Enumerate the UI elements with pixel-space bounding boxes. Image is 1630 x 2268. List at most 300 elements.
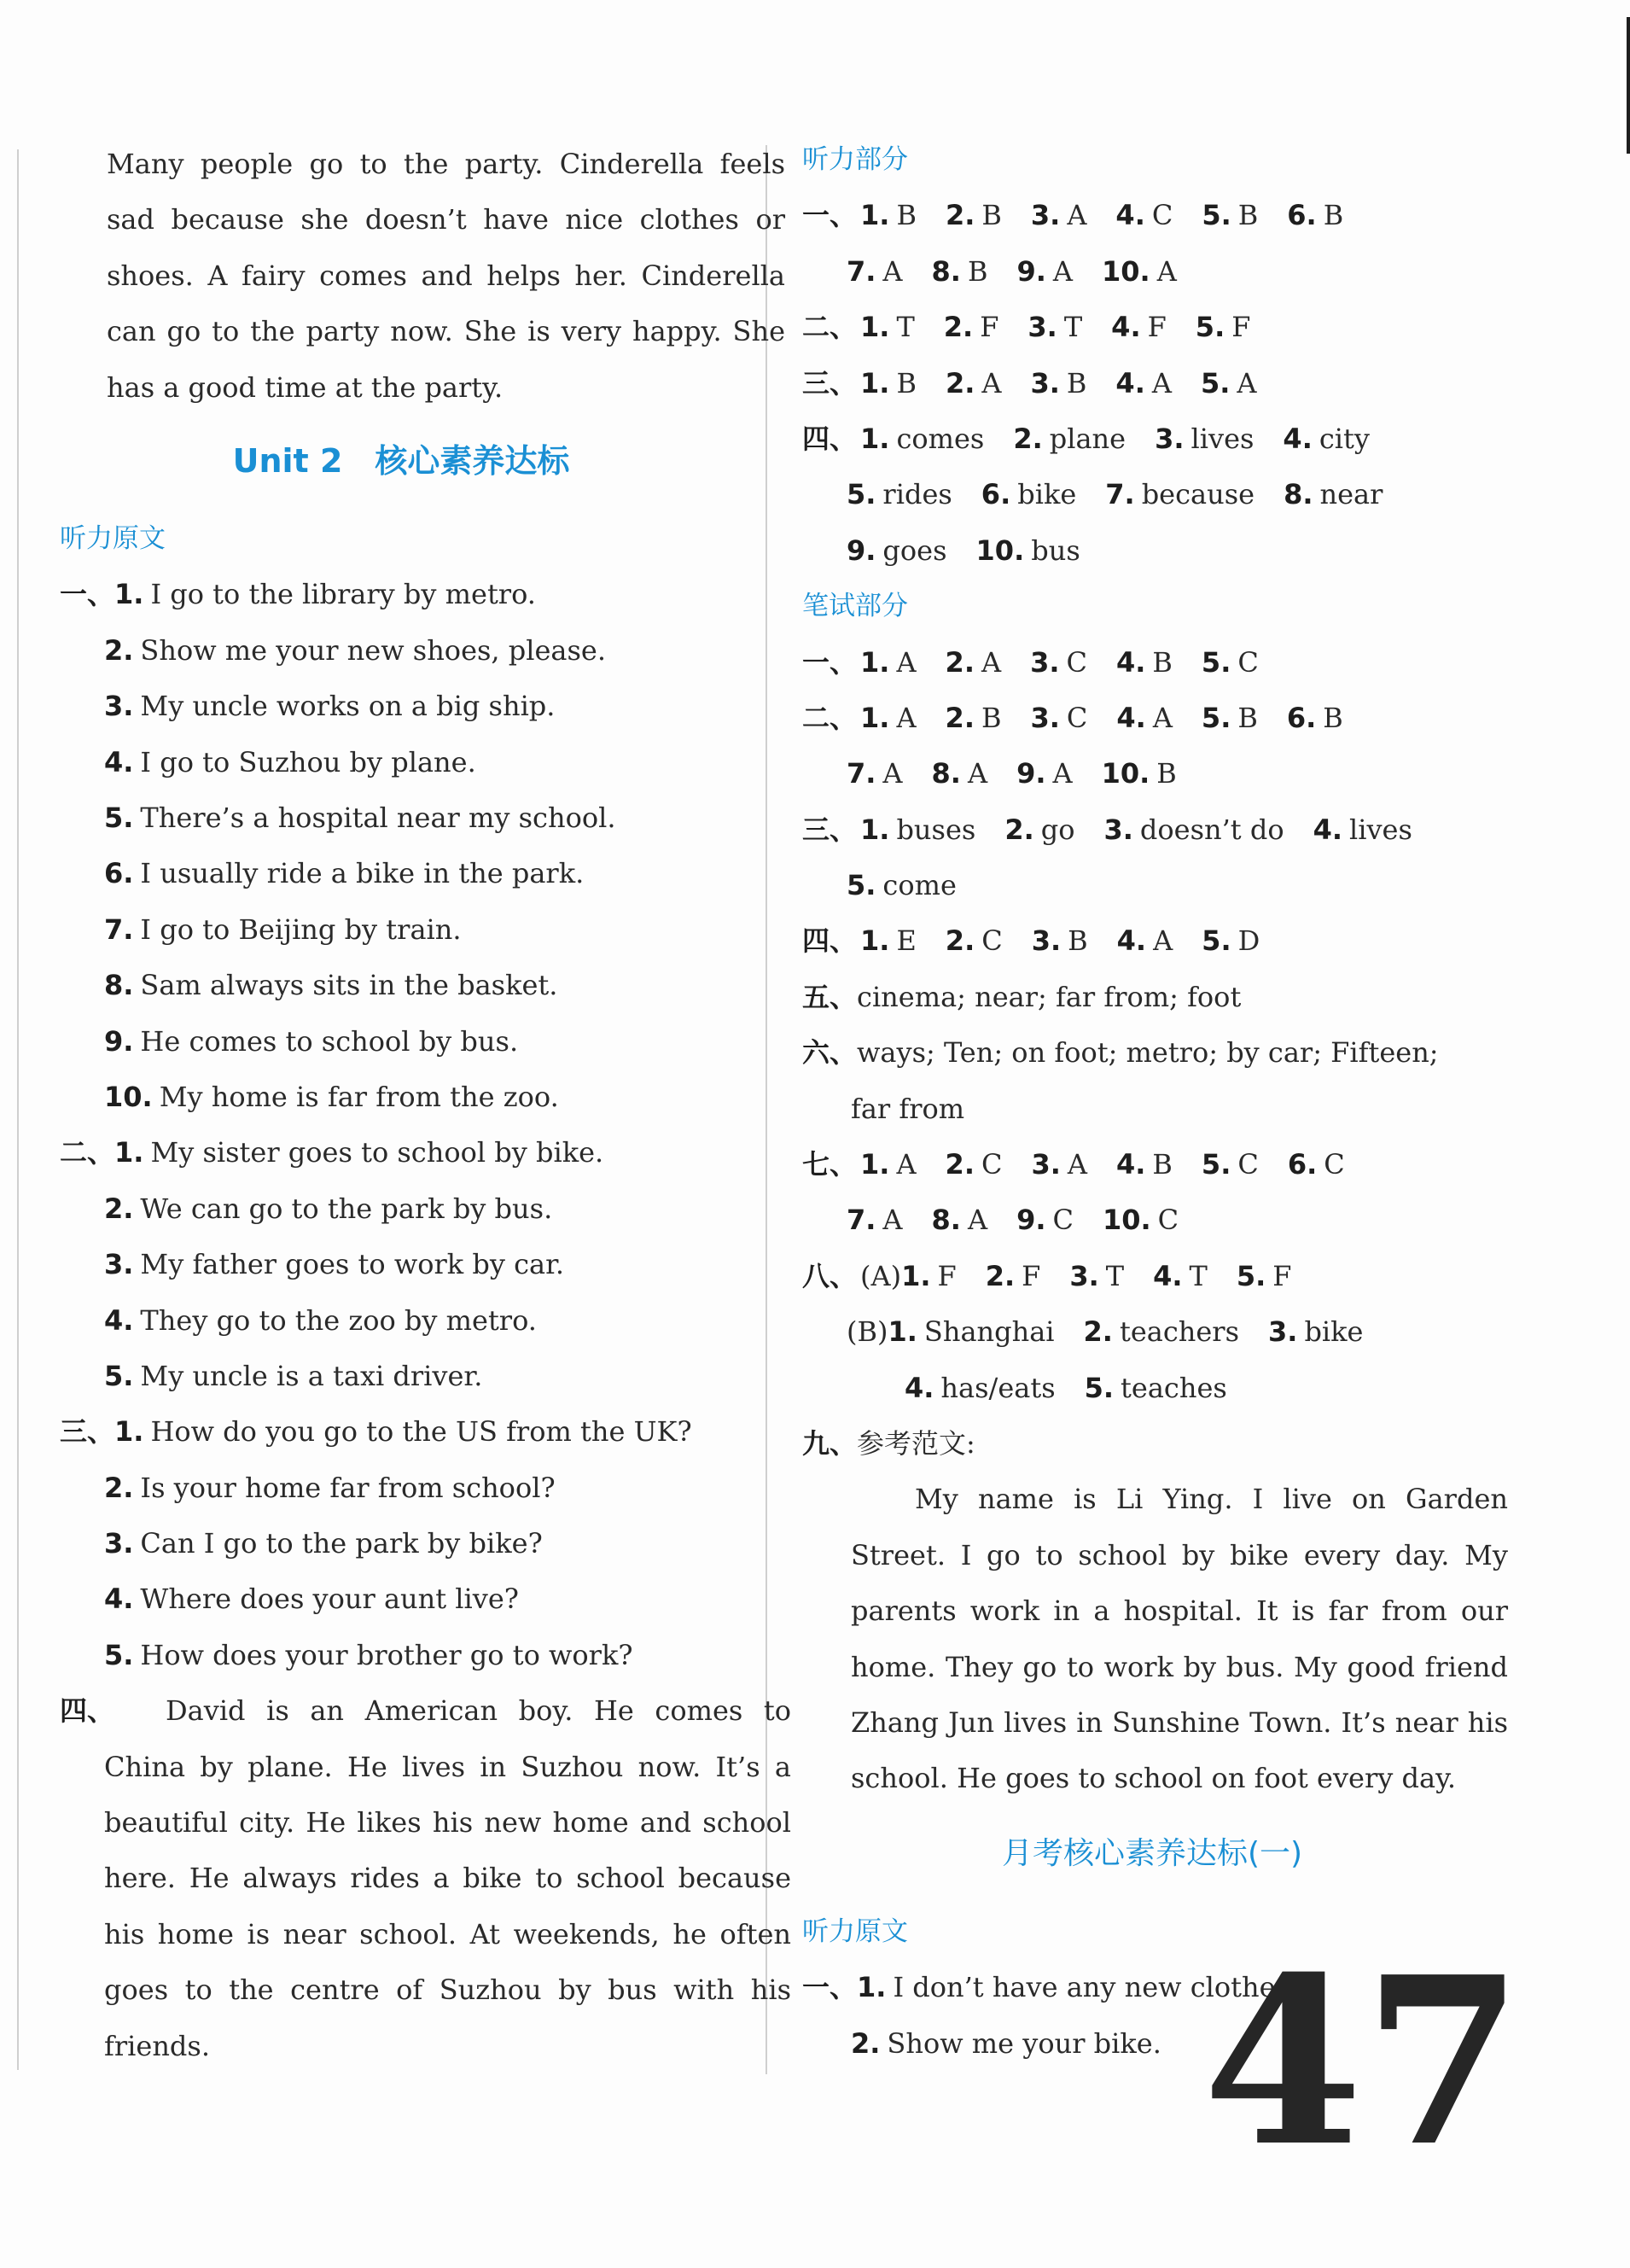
answer-item [1202,1148,1259,1181]
answer-value: doesn’t do [1139,813,1284,846]
item-number: 3. [104,1527,134,1560]
section-marker: 一、 [60,578,115,611]
item-text: My sister goes to school by bike. [150,1136,604,1169]
answer-number: 1. [860,813,890,846]
l1-row1: 一、 1. B 2. B 3. A 4. C 5. B 6. B [802,199,1344,232]
answer-item [1069,1260,1124,1292]
answer-item [1115,199,1173,231]
item-number: 5. [104,801,134,834]
item-text: How do you go to the US from the UK? [150,1415,692,1449]
answer-item [1102,757,1177,790]
answer-item [1004,813,1074,846]
answer-value: B [1237,199,1259,232]
w2-row2 [802,746,1502,802]
answer-value: bike [1304,1315,1364,1349]
answer-number: 2. [1004,813,1034,846]
answer-item [1201,367,1257,399]
answer-value: teachers [1119,1315,1240,1349]
answer-number: 3. [1155,422,1185,455]
page-edge-mark [1627,17,1630,154]
item-text: We can go to the park by bus. [140,1192,553,1225]
answer-number: 4. [1313,813,1342,846]
item-number: 1. [114,1136,144,1169]
listening-item [60,902,742,958]
answer-number: 6. [1286,701,1317,734]
answer-value: has/eats [940,1371,1056,1404]
answer-number: 7. [847,1204,876,1237]
answer-item [1103,813,1284,846]
item-text: My home is far from the zoo. [159,1080,559,1113]
answer-value: C [1151,199,1173,232]
item-number: 1. [857,1971,887,2004]
answer-value: comes [896,422,985,455]
answer-value: goes [882,533,947,567]
answer-number: 5. [1201,701,1231,734]
answer-value: T [896,311,915,344]
listening-item [60,958,742,1013]
w5-row: 五、cinema; near; far from; foot [802,980,1242,1013]
answer-value: A [1237,366,1257,399]
item-number: 6. [104,857,134,890]
answer-value: B [981,199,1002,232]
answer-item [1103,1204,1179,1236]
answer-item [932,757,988,790]
answer-value: come [882,869,957,902]
answer-item [1287,702,1343,734]
answer-number: 9. [1016,254,1046,288]
answer-value: B [981,701,1002,734]
w2-row1: 二、 1. A 2. B 3. C 4. A 5. B 6. B [802,701,1343,734]
monthly-heading: 听力原文 [802,1915,908,1947]
answer-value: buses [896,813,976,846]
answer-number: 7. [847,254,876,288]
section-marker: 二、 [60,1136,115,1169]
answer-value: A [1052,757,1073,790]
answer-number: 4. [1153,1259,1183,1292]
item-text: I go to the library by metro. [150,578,536,611]
listening-item [60,1349,742,1404]
answer-number: 8. [931,757,961,790]
answer-item [1111,311,1167,343]
item-text: Show me your new shoes, please. [140,633,607,667]
answer-value: A [896,645,917,679]
listening-item [60,1571,742,1627]
listening-item [60,1181,742,1237]
answer-item [946,646,1002,679]
answer-item [944,311,999,343]
answer-number: 5. [847,478,876,511]
answer-value: A [1156,254,1177,288]
item-text: I go to Suzhou by plane. [140,745,476,778]
answer-item [1027,311,1082,343]
answer-value: T [1189,1259,1208,1292]
answer-number: 4. [1115,199,1145,232]
answer-value: bus [1031,533,1080,567]
listening-item [60,790,742,846]
answer-item [1202,924,1260,957]
answer-item [1031,1148,1087,1181]
answer-value: F [1272,1259,1292,1292]
answer-number: 1. [860,645,890,679]
answer-value: A [1052,254,1073,288]
answer-number: 7. [847,757,876,790]
answer-value: A [882,254,903,288]
answer-number: 3. [1268,1315,1298,1349]
answer-number: 2. [945,701,975,734]
answer-item [1284,478,1383,510]
item-text: I don’t have any new clothes. [893,1971,1299,2004]
answer-number: 5. [847,869,876,902]
answer-value: C [1324,1148,1345,1181]
answer-value: F [1022,1259,1041,1292]
answer-number: 7. [1105,478,1135,511]
listening-item [60,1125,742,1181]
w8-row1: 八、 (A)1. F 2. F 3. T 4. T 5. F [802,1259,1292,1292]
answer-value: F [1147,311,1167,344]
item-number: 4. [104,745,134,778]
item-text: Where does your aunt live? [140,1583,519,1616]
answer-number: 3. [1069,1259,1099,1292]
answer-item [1030,702,1087,734]
answer-value: A [896,701,917,734]
answer-item [860,199,917,231]
answer-item [847,757,903,790]
w9-label-row: 九、参考范文: [802,1426,975,1460]
answer-item [1084,1315,1239,1348]
answer-item [847,534,947,567]
section-heading: 听力原文 [60,523,166,555]
answer-number: 8. [931,1204,961,1237]
answer-number: 5. [1201,645,1231,679]
answer-number: 1. [860,1148,890,1181]
answer-number: 4. [1116,924,1147,958]
answer-item [1202,646,1259,679]
answer-number: 4. [1116,701,1146,734]
answer-number: 6. [981,478,1011,511]
answer-number: 9. [1016,757,1046,790]
answer-value: B [967,254,988,288]
w3-row1: 三、 1. buses 2. go 3. doesn’t do 4. lives [802,813,1412,846]
w7-row2 [802,1192,1502,1248]
answer-item [860,367,917,399]
left-margin-line [17,149,19,2070]
answer-value: T [1063,311,1083,344]
answer-item [888,1315,1054,1348]
answer-item [1116,1148,1173,1181]
listening-item [60,1628,742,1683]
answer-value: bike [1017,478,1077,511]
monthly-title: 月考核心素养达标(一) [1001,1835,1303,1871]
answer-item [860,813,975,846]
answer-value: A [1151,366,1172,399]
section-4-marker: 四、 [60,1694,115,1728]
answer-value: A [882,1204,903,1237]
answer-item [905,1372,1056,1404]
answer-number: 3. [1030,701,1060,734]
item-text: There’s a hospital near my school. [140,801,616,834]
l2-row1: 二、 1. T 2. F 3. T 4. F 5. F [802,311,1251,344]
answer-value: A [1067,1148,1087,1181]
item-number: 9. [104,1024,134,1058]
answer-item [946,924,1003,957]
answer-item [1016,757,1073,790]
listening-item [60,1014,742,1070]
answer-value: C [1157,1204,1179,1237]
answer-number: 10. [1101,757,1150,790]
answer-item [847,478,952,510]
answer-item [1237,1260,1292,1292]
answer-item [1153,1260,1208,1292]
answer-number: 1. [901,1259,931,1292]
answer-number: 5. [1236,1259,1266,1292]
unit-title: Unit 2 核心素养达标 [232,442,570,481]
answer-value: B [1066,366,1087,399]
listening-item [60,679,742,734]
answer-item [1102,255,1177,288]
answer-item [847,869,957,901]
answer-number: 3. [1031,924,1062,958]
answer-item [1085,1372,1227,1404]
item-text: I go to Beijing by train. [140,912,462,946]
w6-row1: 六、ways; Ten; on foot; metro; by car; Fifteen; [802,1036,1439,1070]
answer-item [1115,367,1172,399]
item-number: 1. [114,1415,144,1449]
answer-value: B [896,366,917,399]
answer-value: B [1152,1148,1173,1181]
listening-item [60,567,742,622]
answer-value: A [967,757,988,790]
answer-value: A [882,757,903,790]
answer-item [1032,924,1088,957]
answer-number: 5. [1195,311,1225,344]
answer-value: F [1231,311,1251,344]
answer-item [981,478,1076,510]
w7-row1: 七、 1. A 2. C 3. A 4. B 5. C 6. C [802,1148,1345,1181]
answer-number: 2. [945,645,975,679]
answer-item [1313,813,1412,846]
answer-number: 5. [1201,1148,1231,1181]
answer-item [901,1260,957,1292]
answer-item [1117,924,1173,957]
answer-item [1031,199,1087,231]
answer-number: 3. [1103,813,1133,846]
answer-number: 10. [1102,1204,1151,1237]
answer-item [986,1260,1041,1292]
answer-number: 1. [860,199,890,232]
answer-value: A [1153,924,1173,958]
answer-item [976,534,1080,567]
item-number: 3. [104,690,134,723]
answer-number: 4. [1115,366,1145,399]
answer-item [860,646,917,679]
answer-item [946,199,1002,231]
answer-number: 9. [847,533,876,567]
item-number: 5. [104,1638,134,1671]
answer-value: because [1141,478,1255,511]
w8-row2: (B)1. Shanghai 2. teachers 3. bike [847,1315,1364,1349]
answer-value: B [1156,757,1177,790]
answer-item [1268,1315,1363,1348]
answer-number: 8. [1284,478,1313,511]
item-text: Is your home far from school? [140,1471,556,1504]
listening-item [60,623,742,679]
answer-item [860,924,917,957]
answer-value: teaches [1121,1371,1227,1404]
answer-item [1202,199,1258,231]
listening-item [60,1293,742,1349]
listening-item [60,1404,742,1460]
answer-number: 5. [1202,924,1231,958]
answer-value: Shanghai [923,1315,1055,1349]
answer-number: 9. [1016,1204,1046,1237]
item-text: My uncle works on a big ship. [140,690,556,723]
item-text: Show me your bike. [887,2026,1161,2060]
answer-value: B [1237,701,1258,734]
item-number: 4. [104,1303,134,1337]
left-column [60,137,791,2074]
l4-row3 [802,523,1502,579]
answer-item [946,702,1002,734]
listening-item [60,1070,742,1125]
answer-number: 4. [1283,422,1313,455]
answer-value: A [1067,199,1087,232]
answer-value: B [1152,645,1173,679]
listening-item [60,846,742,901]
item-number: 10. [104,1080,153,1113]
answer-value: A [981,366,1002,399]
answer-item [1030,367,1086,399]
item-text: They go to the zoo by metro. [140,1303,537,1337]
answer-item [1287,199,1343,231]
answer-number: 10. [1102,254,1150,288]
answer-item [1116,702,1173,734]
answer-value: C [1066,645,1087,679]
item-text: I usually ride a bike in the park. [140,857,585,890]
answer-number: 1. [860,422,890,455]
w3-row2 [802,858,1502,913]
answer-number: 2. [945,199,975,232]
answer-value: C [1052,1204,1074,1237]
answer-number: 6. [1287,1148,1318,1181]
w4-row1: 四、 1. E 2. C 3. B 4. A 5. D [802,924,1260,958]
l4-row2 [802,467,1502,522]
answer-item [847,255,903,288]
answer-item [860,702,917,734]
listening-item [60,1237,742,1292]
listening-item [60,735,742,790]
answer-value: F [937,1259,957,1292]
model-essay: My name is Li Ying. I live on Garden Street. I go to school by bike every day. My parents work in a hospital. It is far from our home. They go to work by bus. My good friend Zhang Jun lives in Sunshine Town. It’s near his school. He goes to school on foot every day. [851,1483,1508,1795]
w8-row3 [802,1361,1502,1416]
answer-value: C [1237,1148,1259,1181]
written-heading: 笔试部分 [802,591,908,622]
answer-number: 6. [1287,199,1317,232]
item-text: My father goes to work by car. [140,1248,565,1281]
answer-number: 2. [1013,422,1043,455]
item-number: 5. [104,1359,134,1392]
item-number: 1. [114,578,144,611]
answer-number: 2. [985,1259,1016,1292]
answer-item [860,311,915,343]
answer-number: 4. [1111,311,1141,344]
item-number: 8. [104,969,134,1002]
answer-value: rides [882,478,952,511]
listening-sections [60,567,742,1683]
listening-heading: 听力部分 [802,144,908,175]
answer-item [1196,311,1251,343]
answer-number: 8. [931,254,961,288]
item-text: Sam always sits in the basket. [140,969,558,1002]
answer-item [946,367,1002,399]
item-text: Can I go to the park by bike? [140,1527,543,1560]
section-marker: 一、 [802,1971,858,2004]
answer-value: B [1323,701,1343,734]
item-number: 3. [104,1248,134,1281]
answer-item [1116,646,1173,679]
answer-number: 2. [945,366,975,399]
answer-value: D [1237,924,1260,958]
answer-value: go [1040,813,1075,846]
answer-item [1016,255,1073,288]
item-text: How does your brother go to work? [140,1638,633,1671]
right-column [802,132,1508,2072]
answer-value: C [981,924,1003,958]
answer-number: 4. [1115,645,1146,679]
section-4-text: David is an American boy. He comes to China by plane. He lives in Suzhou now. It’s a beautiful city. He likes his new home and school here. He always rides a bike to school because his home is near school. At weekends, he often goes to the centre of Suzhou by bus with his friends. [104,1694,791,2062]
w1-row1: 一、 1. A 2. A 3. C 4. B 5. C [802,645,1259,679]
item-number: 2. [851,2026,881,2060]
answer-value: city [1319,422,1370,455]
answer-item [1013,423,1126,455]
answer-value: E [896,924,917,958]
answer-item [946,1148,1003,1181]
answer-number: 1. [860,366,890,399]
answer-value: F [980,311,999,344]
answer-item [1030,646,1087,679]
answer-number: 1. [860,701,890,734]
answer-number: 5. [1202,199,1231,232]
l3-row1: 三、 1. B 2. A 3. B 4. A 5. A [802,366,1257,399]
answer-item [860,423,984,455]
l1-row2 [802,244,1502,300]
answer-number: 2. [943,311,974,344]
answer-number: 1. [860,924,890,958]
answer-value: C [1066,701,1088,734]
answer-value: A [981,645,1002,679]
answer-number: 3. [1030,199,1061,232]
answer-number: 3. [1027,311,1057,344]
item-number: 2. [104,633,134,667]
listening-item [60,1516,742,1571]
w6-row2: far from [851,1092,965,1125]
item-number: 2. [104,1192,134,1225]
answer-value: C [1237,645,1259,679]
intro-paragraph: Many people go to the party. Cinderella feels sad because she doesn’t have nice clothes or shoes. A fairy comes and helps her. Cinderella can go to the party now. She is very happy. She has a good time at the party. [107,148,785,404]
answer-number: 3. [1030,366,1060,399]
answer-number: 5. [1200,366,1231,399]
answer-number: 2. [945,1148,975,1181]
answer-number: 1. [860,311,890,344]
page-number: 47 [1202,1926,1523,2197]
item-number: 4. [104,1583,134,1616]
answer-value: A [896,1148,917,1181]
answer-value: lives [1349,813,1412,846]
section-4-paragraph [60,1683,791,2074]
answer-value: B [896,199,917,232]
answer-number: 4. [1115,1148,1146,1181]
section-marker: 三、 [60,1415,115,1449]
answer-item [1283,423,1370,455]
